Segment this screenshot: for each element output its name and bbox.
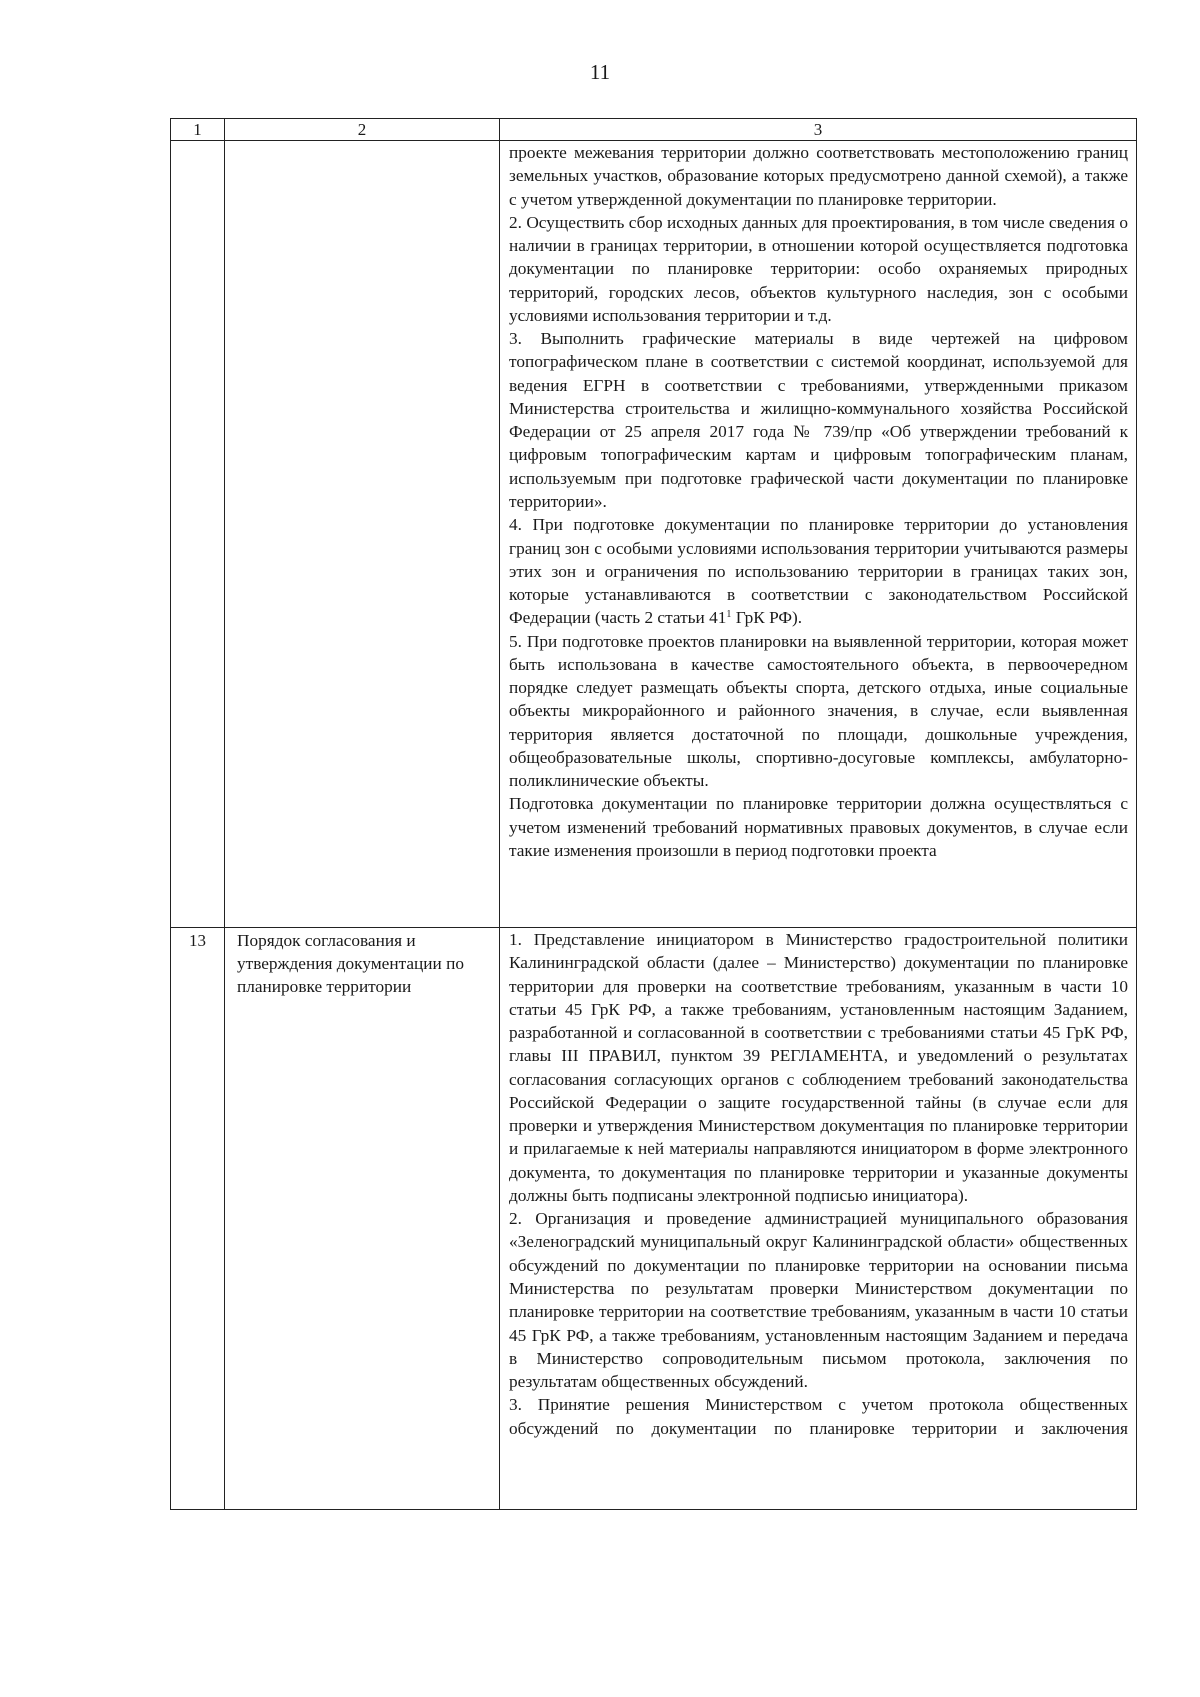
row-content	[500, 928, 1137, 1510]
table-row	[171, 928, 1137, 1510]
paragraph-text: 4. При подготовке документации по планировке территории до установления границ зон с особыми условиями использования территории учитываются размеры этих зон и ограничения по использованию территории в границах таких зон, которые устанавливаются в соответствии с законодательством Российской Федерации (часть 2 статьи 41	[509, 515, 1128, 628]
paragraph: 2. Организация и проведение администрацией муниципального образования «Зеленоградский муниципальный округ Калининградской области» общественных обсуждений по документации по планировке территории на основании письма Министерства по результатам проверки Министерством документации по планировке территории на соответствие требованиям, указанным в части 10 статьи 45 ГрК РФ, а также требованиям, установленным настоящим Заданием и передача в Министерство сопроводительным письмом протокола, заключения по результатам общественных обсуждений.	[509, 1209, 1128, 1392]
paragraph	[509, 513, 1128, 629]
superscript: 1	[726, 609, 732, 621]
paragraph: 3. Выполнить графические материалы в виде чертежей на цифровом топографическом плане в соответствии с системой координат, используемой для ведения ЕГРН в соответствии с требованиями, утвержденными приказом Министерства строительства и жилищно-коммунального хозяйства Российской Федерации от 25 апреля 2017 года № 739/пр «Об утверждении требований к цифровым топографическим картам и цифровым топографическим планам, используемым при подготовке графической части документации по планировке территории».	[509, 329, 1128, 511]
column-header-3: 3	[500, 119, 1137, 141]
paragraph: Подготовка документации по планировке территории должна осуществляться с учетом изменений требований нормативных правовых документов, в случае если такие изменения произошли в период подготовки проекта	[509, 794, 1128, 860]
paragraph: 2. Осуществить сбор исходных данных для проектирования, в том числе сведения о наличии в границах территории, в отношении которой осуществляется подготовка документации по планировке территории: особо охраняемых природных территорий, городских лесов, объектов культурного наследия, зон с особыми условиями использования территории и т.д.	[509, 212, 1128, 325]
requirements-table	[170, 118, 1137, 1510]
page-number: 11	[589, 60, 611, 84]
paragraph: проекте межевания территории должно соответствовать местоположению границ земельных участков, образование которых предусмотрено данной схемой), а также с учетом утвержденной документации по планировке территории.	[509, 143, 1128, 209]
row-content	[500, 141, 1137, 928]
table-header-row	[171, 119, 1137, 141]
table-row	[171, 141, 1137, 928]
column-header-2: 2	[225, 119, 500, 141]
row-title	[225, 141, 500, 928]
paragraph-tail: ГрК РФ).	[731, 608, 803, 628]
row-title: Порядок согласования и утверждения документации по планировке территории	[225, 928, 500, 1510]
row-number: 13	[171, 928, 225, 1510]
paragraph: 5. При подготовке проектов планировки на выявленной территории, которая может быть использована в качестве самостоятельного объекта, в первоочередном порядке следует размещать объекты спорта, детского отдыха, иные социальные объекты микрорайонного и районного значения, в случае, если выявленная территория является достаточной по площади, дошкольные учреждения, общеобразовательные школы, спортивно-досуговые комплексы, амбулаторно-поликлинические объекты.	[509, 631, 1128, 791]
paragraph: 1. Представление инициатором в Министерство градостроительной политики Калининградской области (далее – Министерство) документации по планировке территории для проверки на соответствие требованиям, указанным в части 10 статьи 45 ГрК РФ, а также требованиям, установленным настоящим Заданием, разработанной и согласованной в соответствии с требованиями статьи 45 ГрК РФ, главы III ПРАВИЛ, пунктом 39 РЕГЛАМЕНТА, и уведомлений о результатах согласования согласующих органов с соблюдением требований законодательства Российской Федерации о защите государственной тайны (в случае если для проверки и утверждения Министерством документация по планировке территории и прилагаемые к ней материалы направляются инициатором в форме электронного документа, то документация по планировке территории и указанные документы должны быть подписаны электронной подписью инициатора).	[509, 930, 1128, 1205]
paragraph: 3. Принятие решения Министерством с учетом протокола общественных обсуждений по документации по планировке территории и заключения	[509, 1395, 1128, 1438]
column-header-1: 1	[171, 119, 225, 141]
row-number	[171, 141, 225, 928]
